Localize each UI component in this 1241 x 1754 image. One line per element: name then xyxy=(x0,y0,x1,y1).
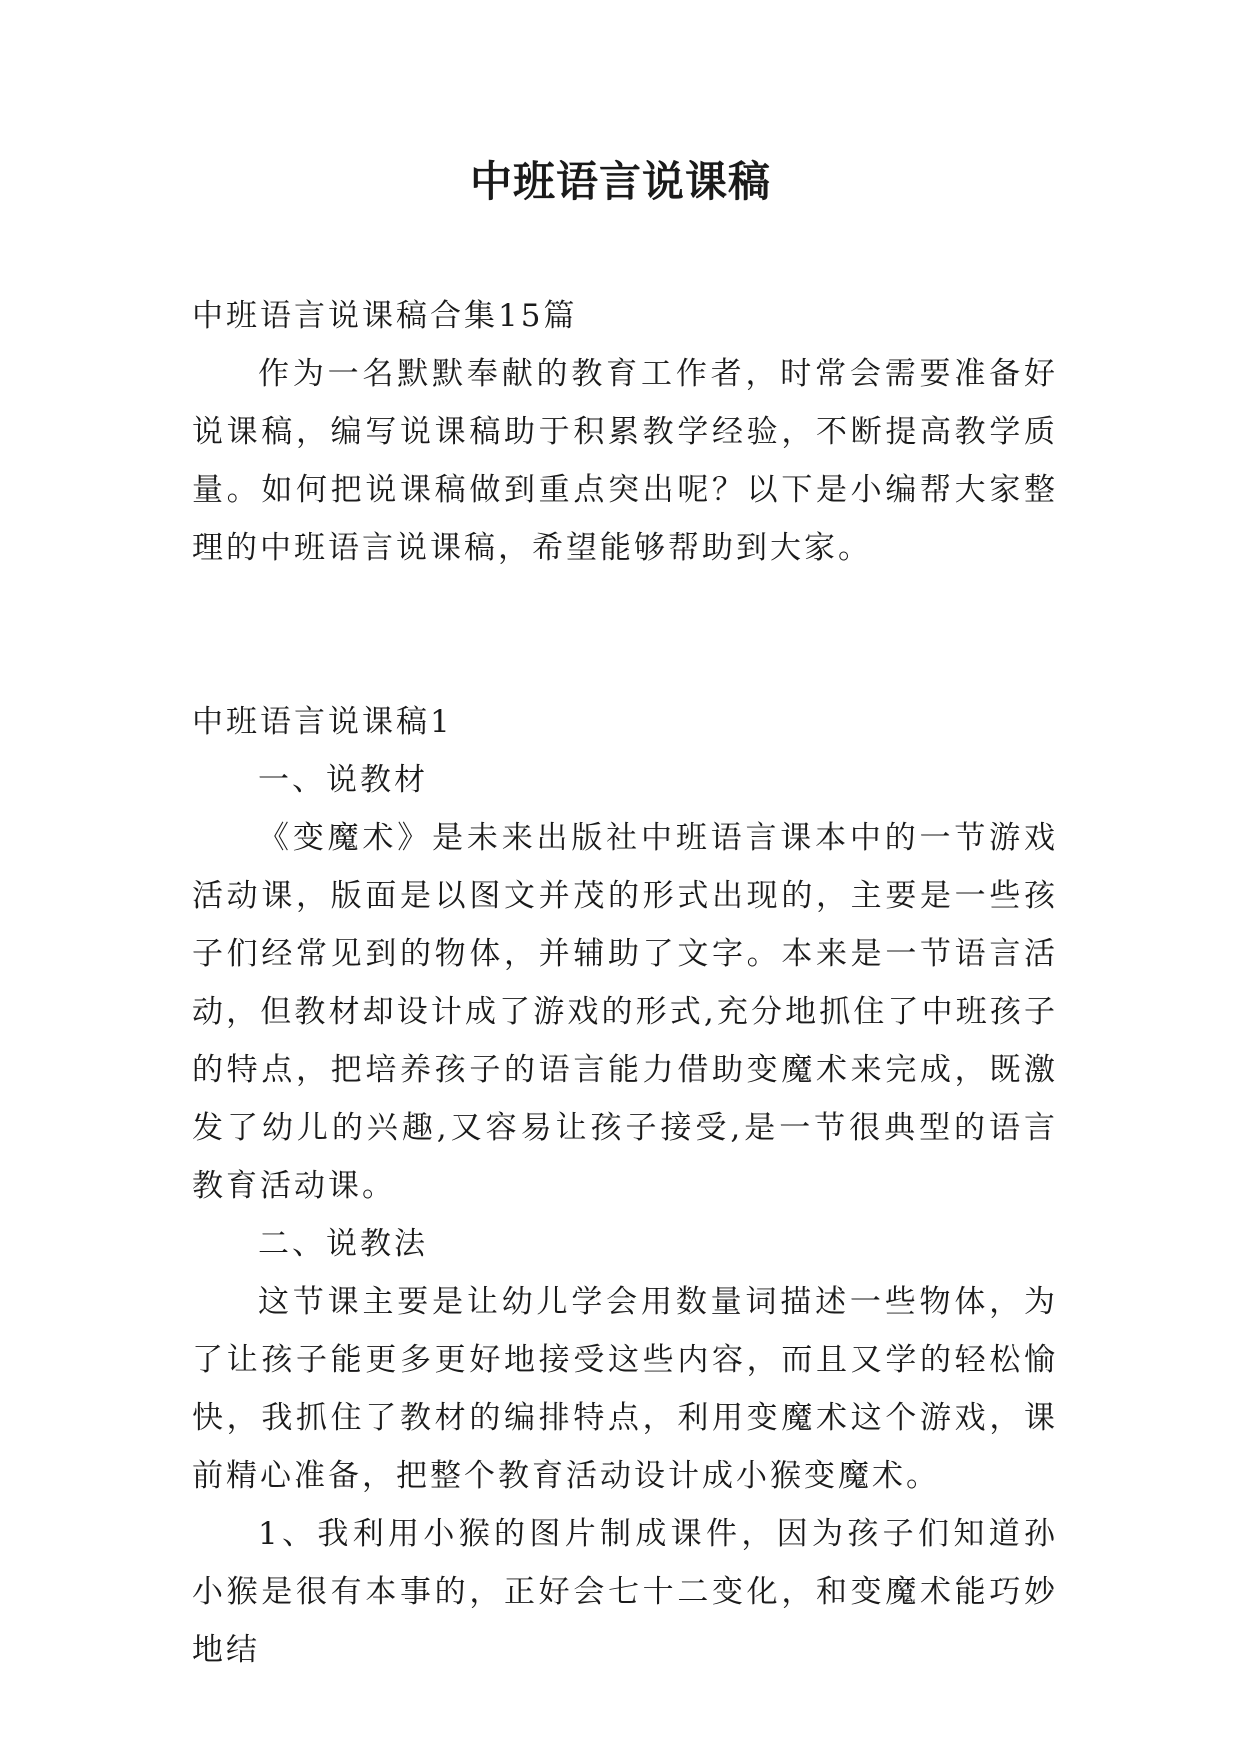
document-title: 中班语言说课稿 xyxy=(469,157,771,206)
item1-paragraph: 1、我利用小猴的图片制成课件，因为孩子们知道孙小猴是很有本事的，正好会七十二变化，和变魔术能巧妙地结 xyxy=(192,1516,1058,1668)
part1-paragraph: 《变魔术》是未来出版社中班语言课本中的一节游戏活动课，版面是以图文并茂的形式出现的，主要是一些孩子们经常见到的物体，并辅助了文字。本来是一节语言活动，但教材却设计成了游戏的形式,充分地抓住了中班孩子的特点，把培养孩子的语言能力借助变魔术来完成，既激发了幼儿的兴趣,又容易让孩子接受,是一节很典型的语言教育活动课。 xyxy=(192,820,1058,1204)
document-subtitle: 中班语言说课稿合集15篇 xyxy=(192,298,578,334)
part1-heading: 一、说教材 xyxy=(258,762,428,798)
part2-heading: 二、说教法 xyxy=(258,1226,428,1262)
document-body xyxy=(192,287,1058,1679)
part2-paragraph: 这节课主要是让幼儿学会用数量词描述一些物体，为了让孩子能更多更好地接受这些内容，而且又学的轻松愉快，我抓住了教材的编排特点，利用变魔术这个游戏，课前精心准备，把整个教育活动设计成小猴变魔术。 xyxy=(192,1284,1058,1494)
intro-paragraph: 作为一名默默奉献的教育工作者，时常会需要准备好说课稿，编写说课稿助于积累教学经验，不断提高教学质量。如何把说课稿做到重点突出呢？以下是小编帮大家整理的中班语言说课稿，希望能够帮助到大家。 xyxy=(192,356,1058,566)
section-heading: 中班语言说课稿1 xyxy=(192,704,453,740)
section-spacer xyxy=(192,577,1058,693)
